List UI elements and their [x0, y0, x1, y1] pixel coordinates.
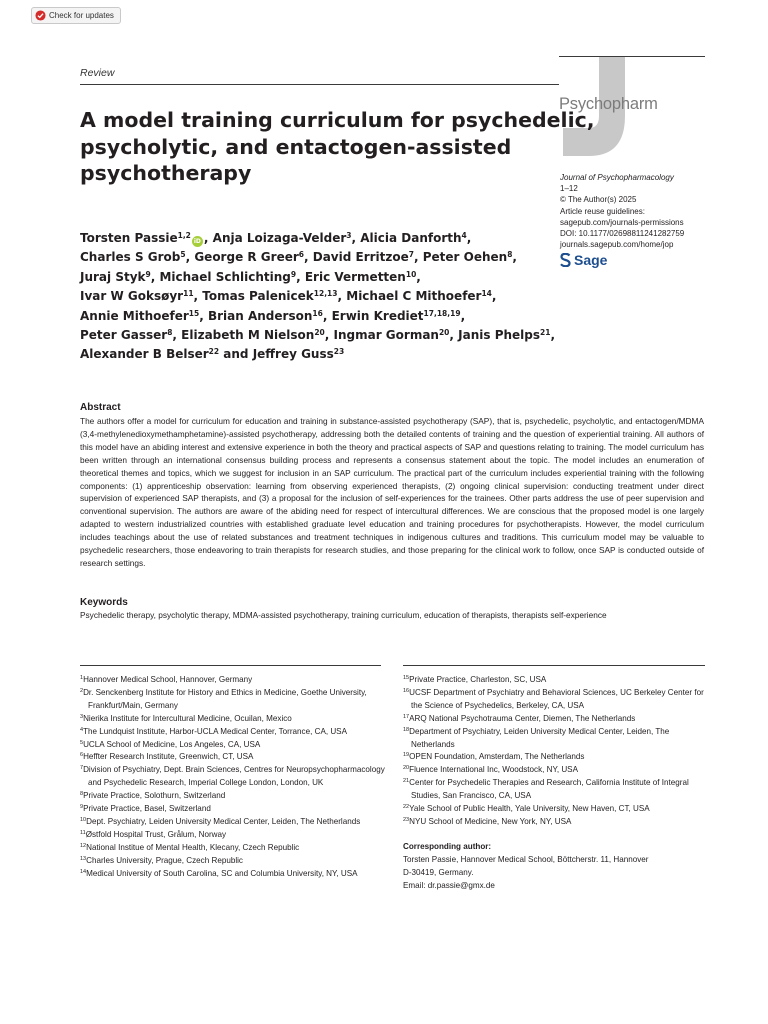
affiliation-number: 20 [403, 765, 410, 772]
affiliation-text: Dr. Senckenberg Institute for History and Ethics in Medicine, Goethe University, Frankfurt/Main, Germany [83, 687, 367, 710]
affiliation-item [403, 726, 708, 752]
author-name[interactable]: Erwin Krediet [331, 308, 424, 323]
affiliation-item [80, 751, 385, 764]
affiliation-text: Yale School of Public Health, Yale University, New Haven, CT, USA [409, 804, 650, 814]
article-title [80, 107, 595, 187]
publisher-name: Sage [574, 252, 608, 268]
author-affiliation-ref: 11 [183, 289, 194, 299]
affiliation-number: 8 [80, 791, 84, 798]
affiliation-text: The Lundquist Institute, Harbor-UCLA Medical Center, Torrance, CA, USA [83, 726, 347, 736]
journal-copyright: © The Author(s) 2025 [560, 195, 637, 205]
journal-logo-text: Psychopharm [559, 95, 658, 113]
author-name[interactable]: Torsten Passie [80, 231, 178, 245]
affiliations-right [403, 674, 708, 829]
author-name[interactable]: Ingmar Gorman [333, 328, 439, 343]
author-affiliation-ref: 12,13 [313, 289, 338, 299]
affiliation-item [403, 803, 708, 816]
author-line: Annie Mithoefer$^{15}$, Brian Anderson$^{16}$, Erwin Krediet$^{17,18,19}$, [80, 308, 466, 323]
affiliation-text: Hannover Medical School, Hannover, Germany [83, 675, 253, 684]
affiliation-text: UCLA School of Medicine, Los Angeles, CA, USA [83, 739, 261, 749]
affiliation-text: NYU School of Medicine, New York, NY, USA [409, 816, 572, 826]
affiliation-item [403, 751, 708, 764]
affiliation-number: 22 [403, 804, 410, 811]
affiliation-item [80, 829, 385, 842]
keywords-text: Psychedelic therapy, psycholytic therapy, MDMA-assisted psychotherapy, training curriculum, education of therapists, therapists self-experience [80, 610, 607, 620]
affiliation-number: 19 [403, 752, 410, 759]
author-name[interactable]: Juraj Styk [80, 269, 146, 284]
orcid-icon[interactable]: iD [193, 238, 201, 245]
affiliation-number: 4 [80, 726, 84, 733]
update-badge-icon [35, 10, 46, 21]
affiliation-text: ARQ National Psychotrauma Center, Diemen, The Netherlands [409, 713, 636, 723]
journal-name: Journal of Psychopharmacology [560, 173, 674, 182]
journal-home-link[interactable]: journals.sagepub.com/home/jop [560, 240, 674, 250]
author-affiliation-ref: 10 [405, 269, 417, 279]
author-affiliation-ref: 8 [167, 328, 173, 338]
affiliation-number: 12 [80, 842, 87, 849]
affiliation-text: Charles University, Prague, Czech Republic [86, 855, 243, 865]
affiliation-item [403, 777, 708, 803]
affiliation-number: 15 [403, 675, 410, 681]
affiliation-text: OPEN Foundation, Amsterdam, The Netherlands [409, 752, 585, 762]
author-affiliation-ref: 5 [180, 250, 186, 260]
author-affiliation-ref: 15 [188, 308, 200, 318]
author-line: Juraj Styk$^9$, Michael Schlichting$^9$, Eric Vermetten$^{10}$, [80, 269, 421, 284]
corresponding-address: D-30419, Germany. [403, 867, 474, 877]
author-name[interactable]: Anja Loizaga-Velder [212, 231, 347, 245]
author-affiliation-ref: 8 [507, 250, 513, 260]
affiliation-item [80, 713, 385, 726]
keywords-heading: Keywords [80, 597, 128, 608]
affiliation-text: Private Practice, Basel, Switzerland [83, 804, 211, 814]
abstract-heading: Abstract [80, 402, 121, 413]
affiliation-item [80, 842, 385, 855]
corresponding-heading: Corresponding author: [403, 842, 492, 851]
affiliation-item [403, 674, 708, 687]
author-name[interactable]: Eric Vermetten [304, 269, 406, 284]
affiliation-text: UCSF Department of Psychiatry and Behavioral Sciences, UC Berkeley Center for the Science of Psychedelics, Berkeley, CA, USA [409, 687, 704, 710]
affiliation-text: Medical University of South Carolina, SC and Columbia University, NY, USA [86, 868, 358, 878]
affiliation-item [403, 713, 708, 726]
affiliation-item [80, 790, 385, 803]
affiliation-item [403, 764, 708, 777]
author-affiliation-ref: 9 [145, 269, 151, 279]
affiliation-number: 21 [403, 778, 410, 785]
title-line: psycholytic, and entactogen-assisted [80, 134, 512, 159]
author-line: Peter Gasser$^8$, Elizabeth M Nielson$^{20}$, Ingmar Gorman$^{20}$, Janis Phelps$^{21}$, [80, 328, 556, 343]
affiliation-number: 23 [403, 816, 410, 823]
affiliation-number: 11 [80, 829, 86, 836]
author-affiliation-ref: 1,2 [177, 231, 191, 240]
author-name[interactable]: Annie Mithoefer [80, 308, 189, 323]
affiliation-number: 2 [80, 687, 84, 694]
affiliation-number: 16 [403, 687, 410, 694]
check-for-updates-button[interactable] [31, 7, 121, 24]
affiliation-text: Fluence International Inc, Woodstock, NY, USA [409, 765, 578, 775]
author-affiliation-ref: 20 [438, 328, 450, 338]
section-label: Review [80, 67, 115, 79]
author-line: Torsten Passie$^{1,2}$iD , Anja Loizaga-Velder$^3$, Alicia Danforth$^4$, [80, 231, 472, 245]
affiliation-number: 5 [80, 739, 84, 746]
author-list [80, 229, 560, 365]
affiliations-left [80, 674, 385, 881]
check-for-updates-label: Check for updates [49, 11, 114, 20]
author-affiliation-ref: 23 [333, 347, 345, 357]
affiliation-item [403, 687, 708, 713]
affiliation-item [80, 803, 385, 816]
affiliation-item [80, 674, 385, 687]
affiliation-number: 17 [403, 713, 410, 720]
affiliation-number: 18 [403, 726, 410, 733]
author-line: Ivar W Goksøyr$^{11}$, Tomas Palenicek$^{12,13}$, Michael C Mithoefer$^{14}$, [80, 289, 497, 304]
affiliation-text: Department of Psychiatry, Leiden University Medical Center, Leiden, The Netherlands [409, 726, 670, 749]
abstract-text: The authors offer a model for curriculum for education and training in substance-assisted psychotherapy (SAP), that is, psychedelic, psycholytic, and entactogen/MDMA (3,4-methylenedioxymethamphetamine)-assisted psychotherapy, addressing both the detailed contents of training and the question of experiential training. All authors of this model have an abiding interest and extensive experience in both the theory and practical aspects of SAP and questions relating to training. The model curriculum has been written through an international consensus building process and represents a consensus statement about the topic. The model includes an enumeration of theoretical themes and topics, which we suggest for inclusion in an SAP curriculum. The practical part of the curriculum includes experiential training with the following components: (1) apprenticeship observation: learning from observing experienced therapists, (2) ongoing clinical supervision: conducting treatment under direct supervision of experienced SAP therapists, and (3) a proposal for the inclusion of self-experiences for the trainees. Other parts address the use of peer supervision and conventional supervision. The authors are aware of the abiding need for respect of intercultural differences. We are conscious that the proposed model is one largely adapted to western industrialized countries with established graduate level education and training procedures for psychotherapists. However, the model curriculum includes teachings about the use of related substances and treatment techniques in indigenous cultures and traditions. This curriculum model may be valuable to psychedelic researchers, those endeavoring to train therapists for research studies, and those preparing for the clinical work to follow, once SAP is conducted outside of research settings. [80, 416, 704, 568]
author-affiliation-ref: 4 [461, 231, 467, 240]
author-affiliation-ref: 14 [481, 289, 492, 299]
affiliation-number: 6 [80, 752, 84, 759]
author-name[interactable]: Peter Gasser [80, 328, 168, 343]
affiliation-number: 9 [80, 804, 84, 811]
author-affiliation-ref: 3 [346, 231, 352, 240]
author-name[interactable]: George R Greer [194, 250, 299, 265]
author-affiliation-ref: 7 [408, 250, 414, 260]
author-name[interactable]: Charles S Grob [80, 250, 181, 265]
affiliation-item [80, 687, 385, 713]
affiliation-text: Dept. Psychiatry, Leiden University Medical Center, Leiden, The Netherlands [86, 816, 361, 826]
journal-info [560, 172, 684, 250]
title-line: psychotherapy [80, 161, 252, 185]
affiliation-number: 1 [80, 675, 84, 681]
affiliation-item [80, 764, 385, 790]
affiliation-text: Østfold Hospital Trust, Grålum, Norway [85, 829, 227, 839]
journal-reuse-link[interactable]: sagepub.com/journals-permissions [560, 217, 684, 227]
author-affiliation-ref: 17,18,19 [423, 308, 461, 318]
author-name[interactable]: Tomas Palenicek [202, 289, 314, 304]
affiliation-text: National Institue of Mental Health, Klecany, Czech Republic [86, 842, 300, 852]
affiliation-number: 14 [80, 868, 87, 875]
affiliation-item [80, 855, 385, 868]
affiliation-item [80, 816, 385, 829]
author-affiliation-ref: 21 [540, 328, 551, 338]
affiliation-text: Nierika Institute for Intercultural Medicine, Ocuilan, Mexico [83, 713, 292, 723]
author-affiliation-ref: 22 [208, 347, 220, 357]
corresponding-email[interactable]: Email: dr.passie@gmx.de [403, 880, 495, 890]
affiliation-text: Private Practice, Charleston, SC, USA [409, 675, 547, 684]
author-name[interactable]: Janis Phelps [458, 328, 541, 343]
affiliation-number: 10 [80, 816, 87, 823]
affiliation-number: 7 [80, 765, 84, 772]
journal-reuse: Article reuse guidelines: [560, 206, 645, 216]
affiliation-number: 13 [80, 855, 87, 862]
author-affiliation-ref: 9 [290, 269, 297, 279]
journal-pages: 1–12 [560, 184, 578, 194]
author-line: Alexander B Belser$^{22}$ and Jeffrey Guss$^{23}$ [80, 347, 345, 362]
affiliation-item [403, 816, 708, 829]
author-affiliation-ref: 16 [312, 308, 323, 318]
sage-s-icon [560, 253, 571, 267]
author-name[interactable]: Alicia Danforth [360, 231, 462, 245]
author-name[interactable]: Peter Oehen [422, 250, 508, 265]
affiliation-text: Heffter Research Institute, Greenwich, CT, USA [83, 752, 254, 762]
corresponding-address: Torsten Passie, Hannover Medical School, Böttcherstr. 11, Hannover [403, 854, 649, 864]
author-name[interactable]: Brian Anderson [207, 308, 313, 323]
author-name[interactable]: Michael C Mithoefer [346, 289, 482, 304]
header-divider [80, 84, 559, 85]
author-name[interactable]: David Erritzoe [312, 250, 409, 265]
footnote-divider-right [403, 665, 705, 666]
affiliation-text: Private Practice, Solothurn, Switzerland [83, 791, 226, 801]
author-name[interactable]: Ivar W Goksøyr [80, 289, 184, 304]
author-name[interactable]: Jeffrey Guss [252, 347, 334, 362]
corresponding-author [403, 841, 648, 893]
journal-doi[interactable]: DOI: 10.1177/02698811241282759 [560, 229, 685, 239]
affiliation-text: Division of Psychiatry, Dept. Brain Sciences, Centres for Neuropsychopharmacology and Psychedelic Research, Imperial College London, London, UK [83, 765, 385, 788]
affiliation-text: Center for Psychedelic Therapies and Research, California Institute of Integral Studies, San Francisco, CA, USA [409, 778, 689, 801]
affiliation-number: 3 [80, 713, 84, 720]
affiliation-item [80, 739, 385, 752]
publisher-logo [560, 252, 607, 268]
author-name[interactable]: Elizabeth M Nielson [181, 328, 315, 343]
footnote-divider-left [80, 665, 381, 666]
affiliation-item [80, 868, 385, 881]
affiliation-item [80, 726, 385, 739]
author-name[interactable]: Alexander B Belser [80, 347, 209, 362]
author-name[interactable]: Michael Schlichting [159, 269, 291, 284]
title-line: A model training curriculum for psychedelic, [80, 108, 595, 132]
author-affiliation-ref: 6 [298, 250, 304, 260]
author-line: Charles S Grob$^5$, George R Greer$^6$, David Erritzoe$^7$, Peter Oehen$^8$, [80, 250, 517, 265]
author-affiliation-ref: 20 [314, 328, 325, 338]
